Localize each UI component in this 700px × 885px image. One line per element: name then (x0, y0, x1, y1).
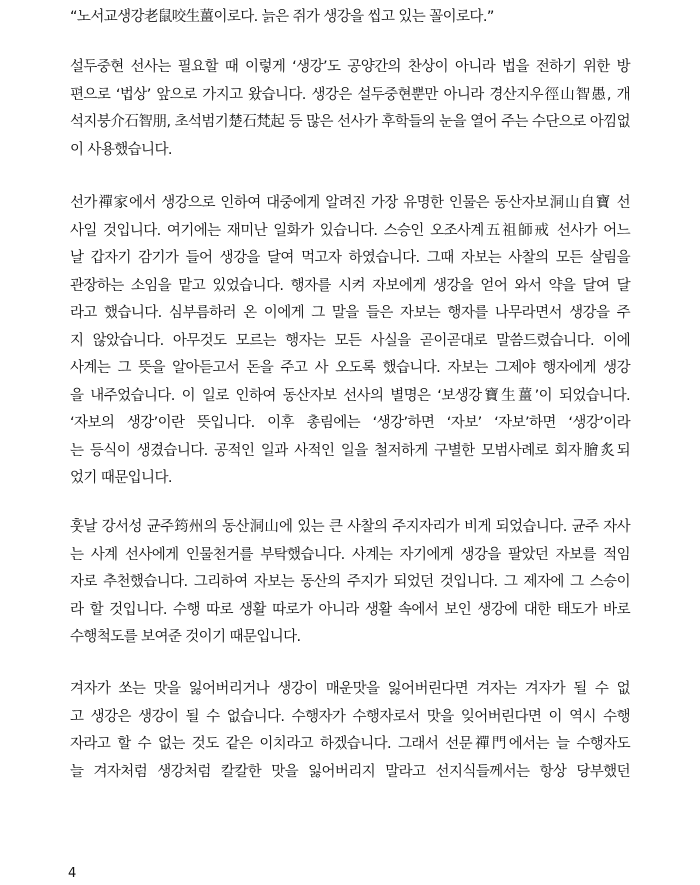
opening-quote: “노서교생강老鼠咬生薑이로다. 늙은 쥐가 생강을 씹고 있는 꼴이로다.” (70, 9, 494, 25)
text-line: 사계는 그 뜻을 알아듣고서 돈을 주고 사 오도록 했습니다. 자보는 그제야 행자에게 생강 (70, 360, 630, 376)
text-line: 훗날 강서성 균주筠州의 동산洞山에 있는 큰 사찰의 주지자리가 비게 되었습니다. 균주 자사 (70, 519, 630, 535)
text-line: 자라고 할 수 없는 것도 같은 이치라고 하겠습니다. 그래서 선문禪門에서는 늘 수행자도 (70, 736, 630, 752)
text-line: 설두중현 선사는 필요할 때 이렇게 ‘생강’도 공양간의 찬상이 아니라 법을 전하기 위한 방 (70, 59, 630, 75)
text-line: 선가禪家에서 생강으로 인하여 대중에게 알려진 가장 유명한 인물은 동산자보洞山自寶 선 (70, 195, 630, 211)
text-line: 었기 때문입니다. (70, 470, 172, 486)
text-line: 을 내주었습니다. 이 일로 인하여 동산자보 선사의 별명은 ‘보생강寶生薑’이 되었습니다. (70, 387, 630, 404)
text-line: 편으로 ‘법상’ 앞으로 가지고 왔습니다. 생강은 설두중현뿐만 아니라 경산지우徑山智愚, 개 (70, 86, 630, 103)
text-line: 지 않았습니다. 아무것도 모르는 행자는 모든 사실을 곧이곧대로 말씀드렸습니다. 이에 (70, 332, 630, 349)
text-line: 자로 추천했습니다. 그리하여 자보는 동산의 주지가 되었던 것입니다. 그 제자에 그 스승이 (70, 574, 630, 590)
paragraph-mustard-ginger (70, 676, 630, 786)
text-line: 석지붕介石智朋, 초석범기楚石梵起 등 많은 선사가 후학들의 눈을 열어 주는 수단으로 아낌없 (70, 114, 630, 130)
text-line: 늘 겨자처럼 생강처럼 칼칼한 맛을 잃어버리지 말라고 선지식들께서는 항상 당부했던 (70, 763, 630, 780)
text-line: 사일 것입니다. 여기에는 재미난 일화가 있습니다. 스승인 오조사계五祖師戒 선사가 어느 (70, 222, 630, 239)
text-line: 라 할 것입니다. 수행 따로 생활 따로가 아니라 생활 속에서 보인 생강에 대한 태도가 바로 (70, 601, 630, 618)
text-line: 겨자가 쏘는 맛을 잃어버리거나 생강이 매운맛을 잃어버린다면 겨자는 겨자가 될 수 없 (70, 681, 630, 697)
page-number: 4 (68, 866, 77, 881)
text-line: 고 생강은 생강이 될 수 없습니다. 수행자가 수행자로서 맛을 잊어버린다면 이 역시 수행 (70, 708, 630, 725)
paragraph-gyunju-abbot (70, 514, 630, 652)
text-line: 라고 했습니다. 심부름하러 온 이에게 그 말을 들은 자보는 행자를 나무라면서 생강을 주 (70, 305, 630, 321)
text-line: 관장하는 소임을 맡고 있었습니다. 행자를 시켜 자보에게 생강을 얻어 와서 약을 달여 달 (70, 277, 630, 294)
paragraph-seoldu-ginger (70, 54, 630, 164)
text-line: 수행척도를 보여준 것이기 때문입니다. (70, 629, 301, 645)
paragraph-dongsan-jabo (70, 190, 630, 493)
text-line: 이 사용했습니다. (70, 141, 172, 158)
text-line: 는 등식이 생겼습니다. 공적인 일과 사적인 일을 철저하게 구별한 모범사례로 회자膾炙되 (70, 442, 630, 459)
text-line: 는 사계 선사에게 인물천거를 부탁했습니다. 사계는 자기에게 생강을 팔았던 자보를 적임 (70, 546, 630, 563)
text-line: 날 갑자기 감기가 들어 생강을 달여 먹고자 하였습니다. 그때 자보는 사찰의 모든 살림을 (70, 250, 630, 266)
text-line: ‘자보의 생강’이란 뜻입니다. 이후 총림에는 ‘생강’하면 ‘자보’ ‘자보’하면 ‘생강’이라 (70, 415, 630, 431)
